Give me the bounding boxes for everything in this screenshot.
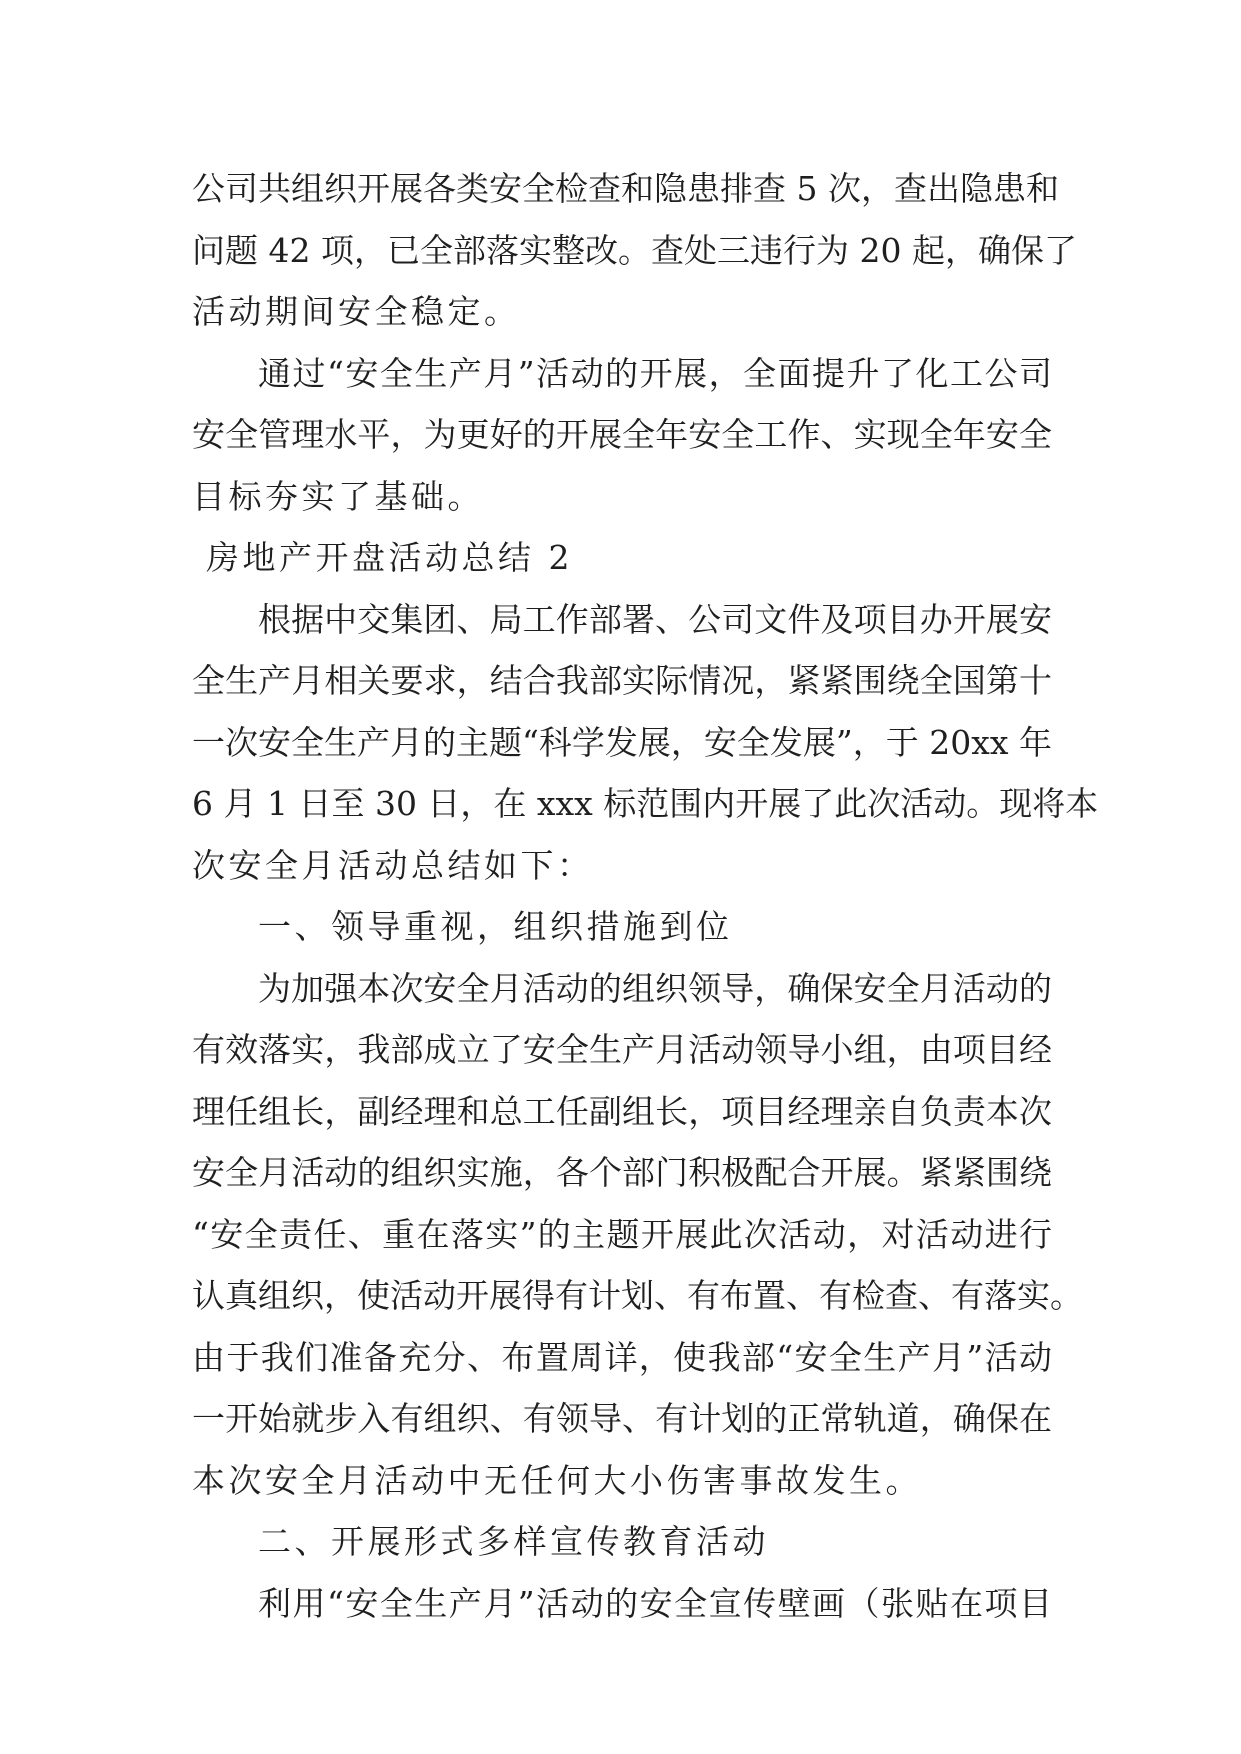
text-line: 根据中交集团、局工作部署、公司文件及项目办开展安: [258, 599, 1052, 639]
document-body: [192, 158, 1099, 1634]
text-line: 认真组织，使活动开展得有计划、有布置、有检查、有落实。: [192, 1276, 1083, 1315]
text-line: 6 月 1 日至 30 日，在 xxx 标范围内开展了此次活动。现将本: [192, 784, 1099, 823]
text-line: 问题 42 项，已全部落实整改。查处三违行为 20 起，确保了: [192, 230, 1077, 270]
text-line: 活动期间安全稳定。: [192, 292, 521, 331]
text-line: 安全管理水平，为更好的开展全年安全工作、实现全年安全: [192, 415, 1052, 454]
text-line: 安全月活动的组织实施，各个部门积极配合开展。紧紧围绕: [192, 1153, 1052, 1192]
text-line: 有效落实，我部成立了安全生产月活动领导小组，由项目经: [192, 1030, 1052, 1069]
text-line: 由于我们准备充分、布置周详，使我部“安全生产月”活动: [192, 1337, 1052, 1377]
text-line: 理任组长，副经理和总工任副组长，项目经理亲自负责本次: [192, 1091, 1052, 1131]
text-line: 一次安全生产月的主题“科学发展，安全发展”，于 20xx 年: [192, 722, 1052, 762]
section-title: 房地产开盘活动总结 2: [206, 538, 573, 577]
text-line: “安全责任、重在落实”的主题开展此次活动，对活动进行: [192, 1214, 1052, 1254]
text-line: 次安全月活动总结如下：: [192, 845, 594, 885]
text-line: 一开始就步入有组织、有领导、有计划的正常轨道，确保在: [192, 1399, 1052, 1438]
text-line: 通过“安全生产月”活动的开展，全面提升了化工公司: [258, 353, 1052, 393]
text-line: 公司共组织开展各类安全检查和隐患排查 5 次，查出隐患和: [192, 169, 1059, 208]
subheading: 二、开展形式多样宣传教育活动: [258, 1522, 769, 1561]
subheading: 一、领导重视，组织措施到位: [258, 907, 733, 946]
text-line: 本次安全月活动中无任何大小伤害事故发生。: [192, 1460, 922, 1500]
text-line: 为加强本次安全月活动的组织领导，确保安全月活动的: [258, 968, 1052, 1008]
text-line: 利用“安全生产月”活动的安全宣传壁画（张贴在项目: [258, 1583, 1052, 1623]
text-line: 目标夯实了基础。: [192, 476, 484, 516]
text-line: 全生产月相关要求，结合我部实际情况，紧紧围绕全国第十: [192, 661, 1052, 700]
